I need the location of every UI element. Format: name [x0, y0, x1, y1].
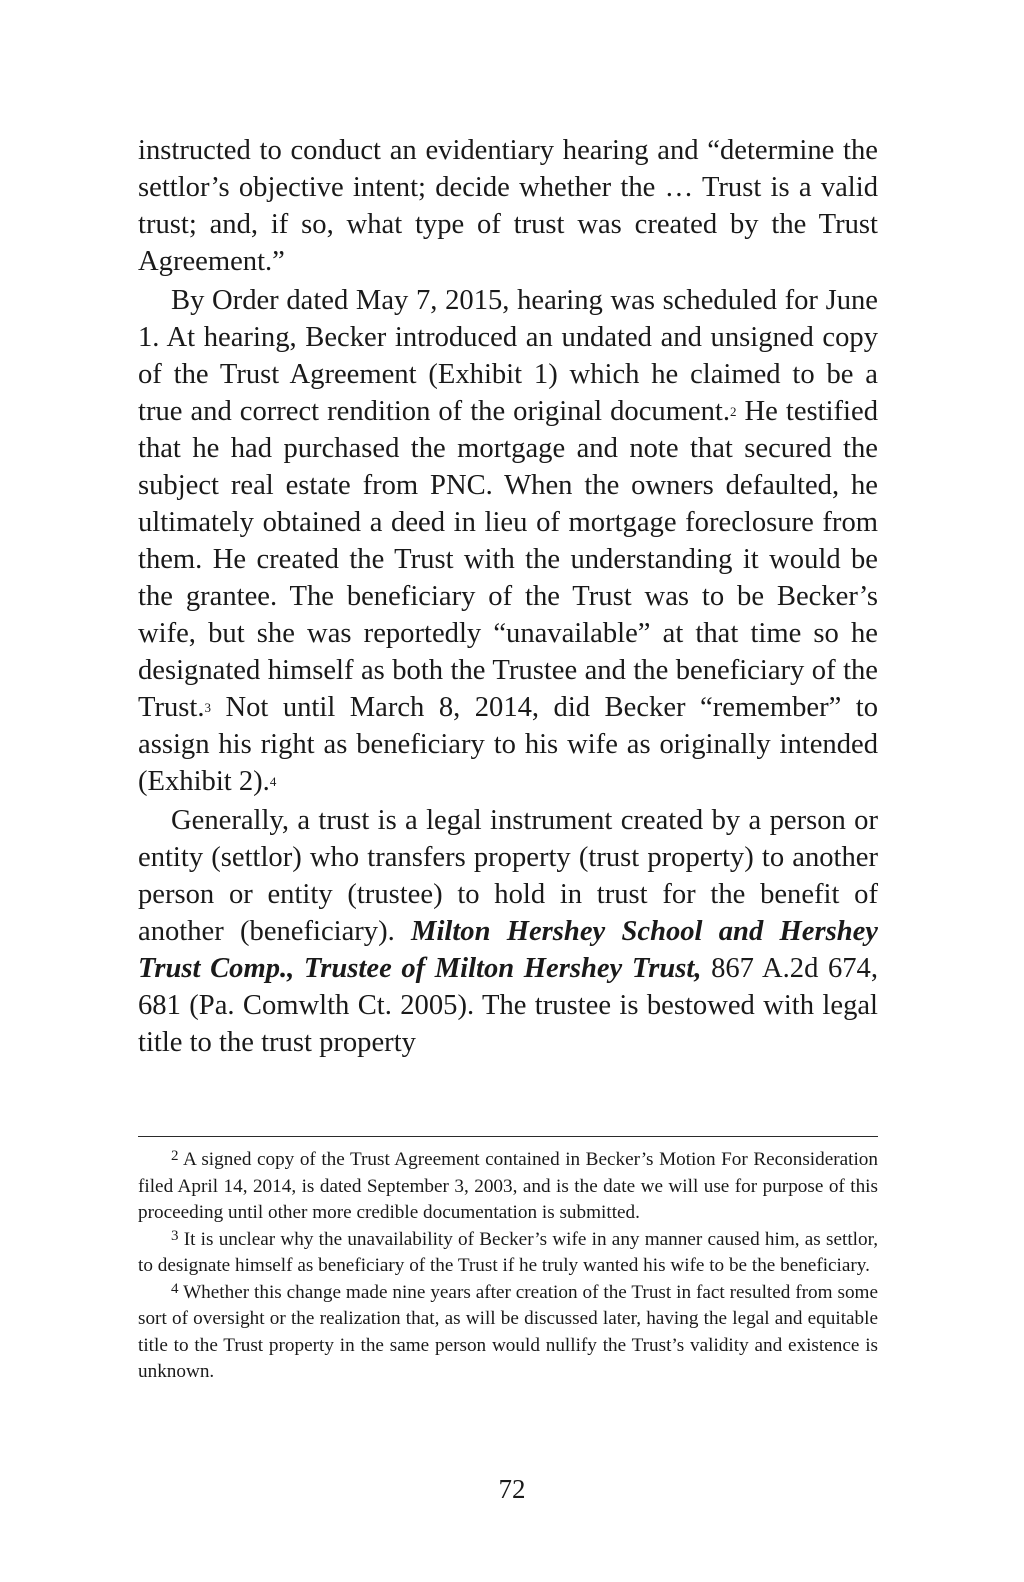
footnote-ref-2[interactable]: 2: [730, 404, 737, 419]
paragraph-1-text: instructed to conduct an evidentiary hearing and “determine the settlor’s objective intent; decide whether the … Trust is a valid trust; and, if so, what type of trust was created by the Trust Agreement.”: [138, 135, 878, 277]
paragraph-3-text-b: 867 A.2d 674, 681 (Pa. Comwlth Ct. 2005). The trustee is bestowed with legal title to the trust property: [138, 953, 878, 1058]
footnote-4-marker: 4: [171, 1280, 179, 1297]
footnote-4-text: Whether this change made nine years after creation of the Trust in fact resulted from some sort of oversight or the realization that, as will be discussed later, having the legal and equitable title to the Trust property in the same person would nullify the Trust’s validity and existence is unknown.: [138, 1281, 878, 1382]
paragraph-2-text-a: By Order dated May 7, 2015, hearing was scheduled for June 1. At hearing, Becker introduced an undated and unsigned copy of the Trust Agreement (Exhibit 1) which he claimed to be a true and correct rendition of the original document.: [138, 285, 878, 427]
footnote-3: [138, 1227, 878, 1280]
body-text: [138, 132, 878, 1061]
footnote-ref-3[interactable]: 3: [204, 700, 211, 715]
footnote-3-marker: 3: [171, 1227, 179, 1244]
paragraph-2-text-b: He testified that he had purchased the mortgage and note that secured the subject real estate from PNC. When the owners defaulted, he ultimately obtained a deed in lieu of mortgage foreclosure from them. He created the Trust with the understanding it would be the grantee. The beneficiary of the Trust was to be Becker’s wife, but she was reportedly “unavailable” at that time so he designated himself as both the Trustee and the beneficiary of the Trust.: [138, 396, 878, 723]
paragraph-2-text-c: Not until March 8, 2014, did Becker “remember” to assign his right as beneficiary to his wife as originally intended (Exhibit 2).: [138, 692, 878, 797]
footnote-4: [138, 1280, 878, 1386]
footnote-2: [138, 1147, 878, 1227]
footnote-2-text: A signed copy of the Trust Agreement contained in Becker’s Motion For Reconsideration filed April 14, 2014, is dated September 3, 2003, and is the date we will use for purpose of this proceeding until other more credible documentation is submitted.: [138, 1149, 878, 1223]
footnote-2-marker: 2: [171, 1148, 179, 1164]
paragraph-trust-definition: [138, 802, 878, 1061]
footnotes: [138, 1147, 878, 1386]
footnote-3-text: It is unclear why the unavailability of Becker’s wife in any manner caused him, as settlor, to designate himself as beneficiary of the Trust if he truly wanted his wife to be the beneficiary.: [138, 1228, 878, 1276]
footnote-ref-4[interactable]: 4: [269, 774, 277, 789]
page-number: 72: [498, 1474, 526, 1504]
paragraph-hearing: [138, 282, 878, 800]
footnote-divider: [138, 1136, 878, 1137]
paragraph-continuation: [138, 132, 878, 280]
case-citation-name: Milton Hershey School and Hershey Trust Comp., Trustee of Milton Hershey Trust,: [138, 916, 878, 984]
paragraph-3-text-a: Generally, a trust is a legal instrument created by a person or entity (settlor) who transfers property (trust property) to another person or entity (trustee) to hold in trust for the benefit of another (beneficiary).: [138, 805, 878, 947]
